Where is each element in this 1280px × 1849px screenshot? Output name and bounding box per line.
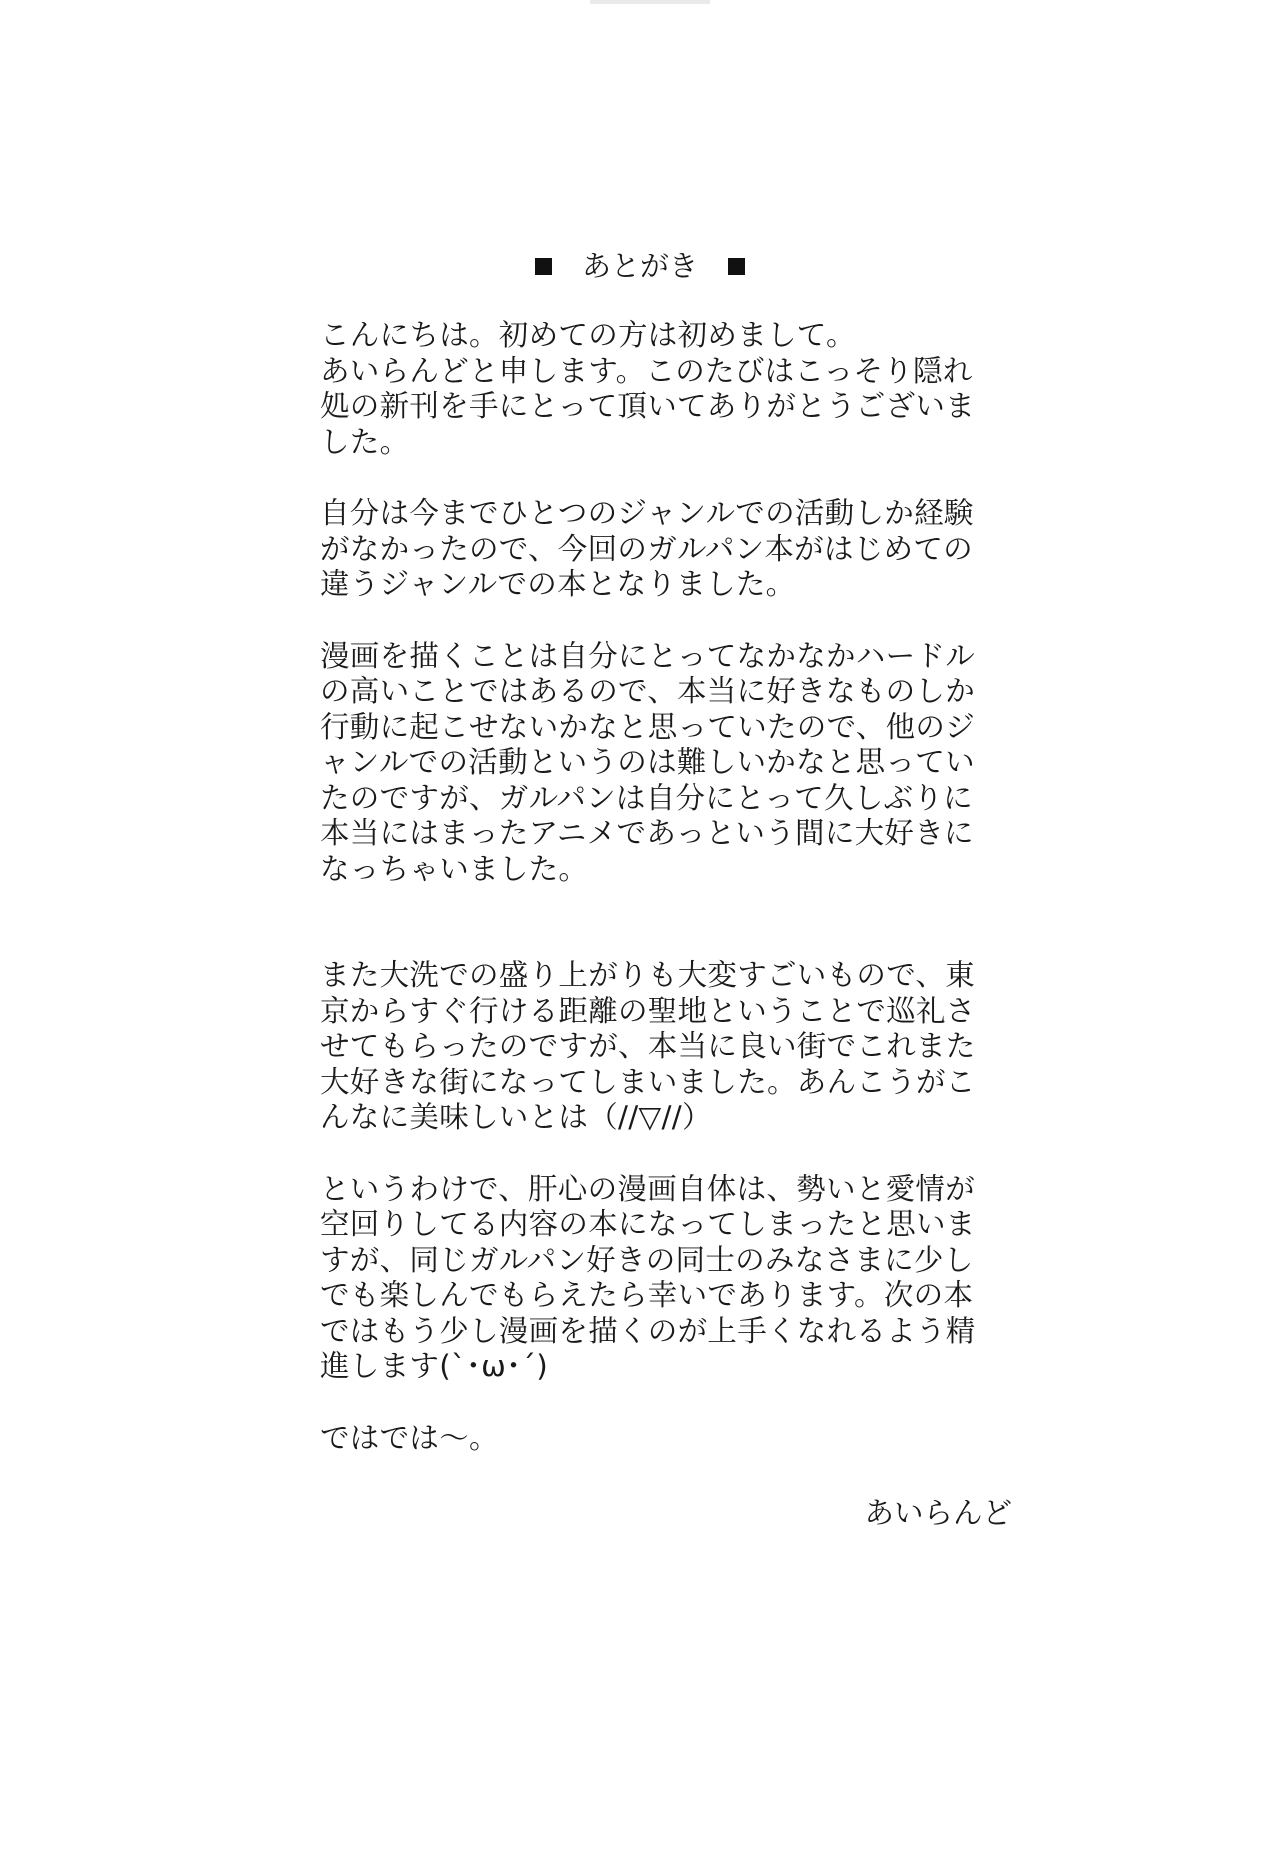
paragraph-greeting: こんにちは。初めての方は初めまして。 あいらんどと申します。このたびはこっそり隠れ処の新刊を手にとって頂いてありがとうございました。 [320, 318, 976, 459]
author-signature: あいらんど [864, 1496, 1012, 1530]
black-square-icon [535, 258, 552, 275]
paragraph-oarai: また大洗での盛り上がりも大変すごいもので、東京からすぐ行ける距離の聖地ということで巡礼させてもらったのですが、本当に良い街でこれまた大好きな街になってしまいました。あんこうがこんなに美味しいとは（//▽//） [320, 958, 976, 1134]
afterword-heading [0, 246, 1280, 286]
scan-edge-mark [590, 0, 710, 4]
paragraph-closing-thoughts: というわけで、肝心の漫画自体は、勢いと愛情が空回りしてる内容の本になってしまったと思いますが、同じガルパン好きの同士のみなさまに少しでも楽しんでもらえたら幸いであります。次の本ではもう少し漫画を描くのが上手くなれるよう精進します(`･ω･´) [320, 1171, 976, 1383]
afterword-title: あとがき [581, 249, 698, 283]
paragraph-drawing-manga: 漫画を描くことは自分にとってなかなかハードルの高いことではあるので、本当に好きなものしか行動に起こせないかなと思っていたので、他のジャンルでの活動というのは難しいかなと思っていたのですが、ガルパンは自分にとって久しぶりに本当にはまったアニメであっという間に大好きになっちゃいました。 [320, 638, 976, 886]
black-square-icon [728, 258, 745, 275]
paragraph-farewell: ではでは～。 [320, 1420, 499, 1455]
paragraph-first-genre: 自分は今までひとつのジャンルでの活動しか経験がなかったので、今回のガルパン本がはじめての違うジャンルでの本となりました。 [320, 496, 974, 601]
afterword-body [320, 318, 1000, 1456]
